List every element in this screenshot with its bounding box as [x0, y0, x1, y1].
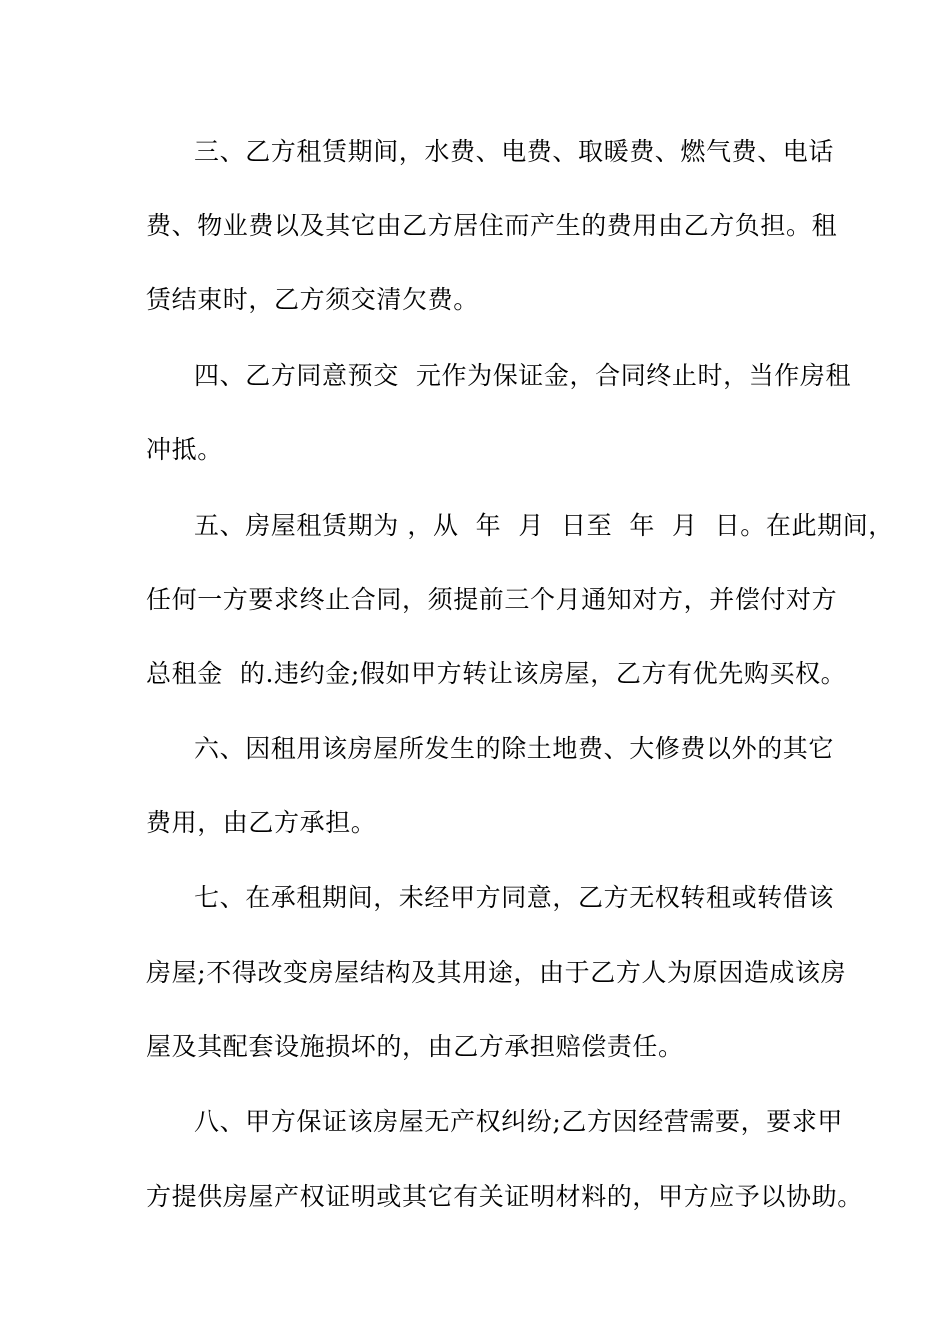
clause-8-line-1: 八、甲方保证该房屋无产权纠纷;乙方因经营需要，要求甲 [194, 1107, 844, 1136]
clause-7-line-3: 屋及其配套设施损坏的，由乙方承担赔偿责任。 [146, 1032, 684, 1061]
clause-5-line-3: 总租金 的.违约金;假如甲方转让该房屋，乙方有优先购买权。 [146, 659, 847, 688]
clause-5-line-2: 任何一方要求终止合同，须提前三个月通知对方，并偿付对方 [146, 585, 838, 614]
clause-5-line-1: 五、房屋租赁期为 ，从 年 月 日至 年 月 日。在此期间， [194, 511, 894, 540]
clause-6-line-1: 六、因租用该房屋所发生的除土地费、大修费以外的其它 [194, 734, 835, 763]
clause-7-line-1: 七、在承租期间，未经甲方同意，乙方无权转租或转借该 [194, 883, 835, 912]
clause-4-line-2: 冲抵。 [146, 435, 223, 464]
clause-3-line-1: 三、乙方租赁期间，水费、电费、取暖费、燃气费、电话 [194, 137, 835, 166]
clause-3-line-3: 赁结束时，乙方须交清欠费。 [146, 285, 479, 314]
clause-7-line-2: 房屋;不得改变房屋结构及其用途，由于乙方人为原因造成该房 [146, 958, 847, 987]
clause-8-line-2: 方提供房屋产权证明或其它有关证明材料的，甲方应予以协助。 [146, 1182, 863, 1211]
clause-4-line-1: 四、乙方同意预交 元作为保证金，合同终止时，当作房租 [194, 361, 852, 390]
clause-6-line-2: 费用，由乙方承担。 [146, 808, 377, 837]
clause-3-line-2: 费、物业费以及其它由乙方居住而产生的费用由乙方负担。租 [146, 211, 838, 240]
